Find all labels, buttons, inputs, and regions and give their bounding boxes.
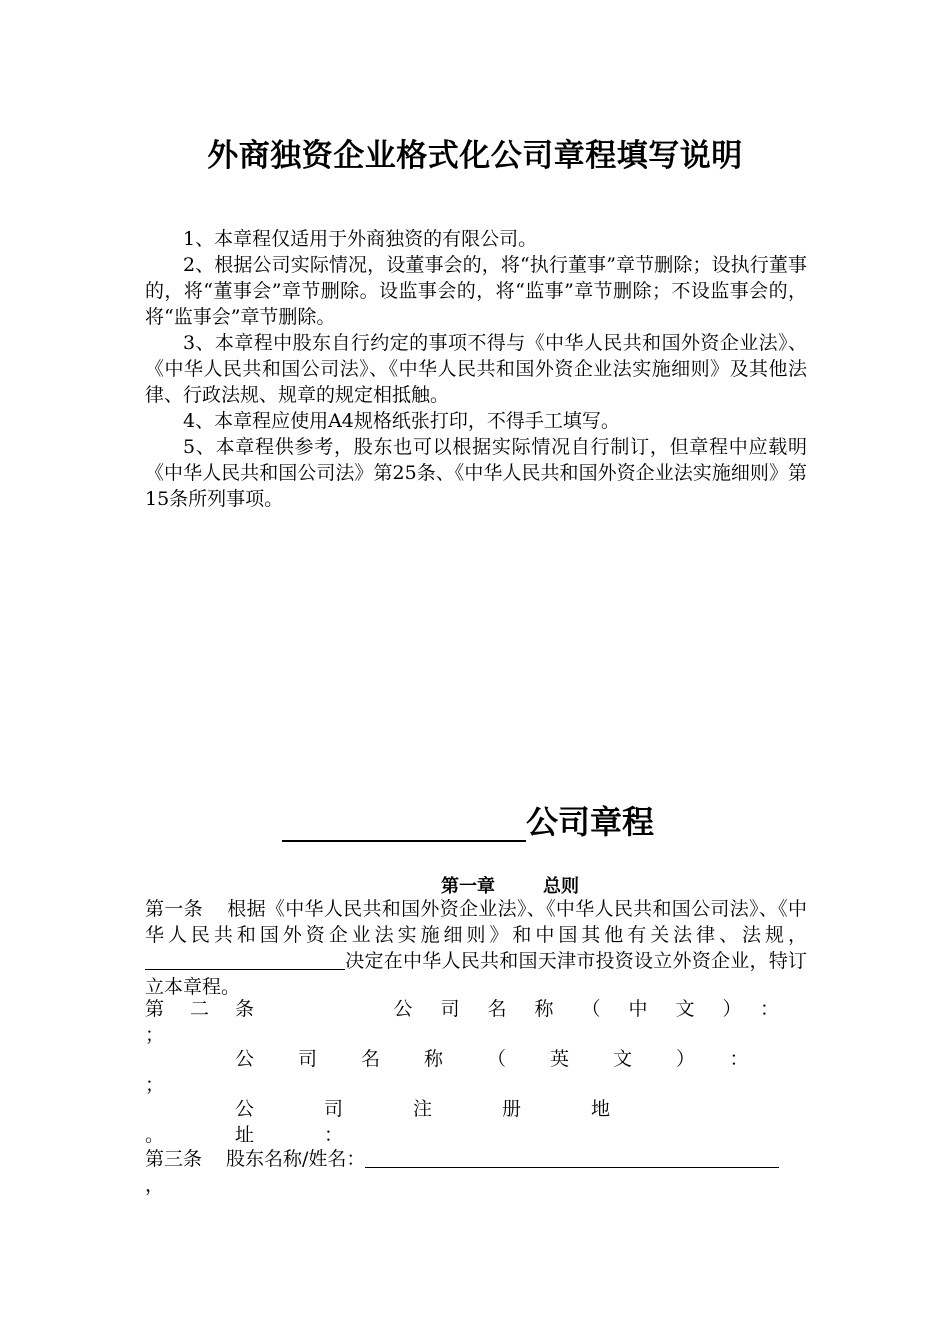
instructions-title: 外商独资企业格式化公司章程填写说明	[207, 138, 743, 174]
chapter-heading	[0, 872, 950, 898]
article-1-text-a: 根据《中华人民共和国外资企业法》、《中华人民共和国公司法》、《中华人民共和国外资企业法实施细则》和中国其他有关法律、法规，	[145, 898, 807, 946]
article-1-text-b: 决定在中华人民共和国天津市投资设立外资企业，特订立本章程。	[145, 950, 807, 998]
article-3	[145, 1146, 807, 1172]
article-2-label: 第二条	[145, 998, 281, 1020]
shareholder-name-blank	[365, 1147, 779, 1168]
instruction-item-2: 2、根据公司实际情况，设董事会的，将“执行董事”章节删除；设执行董事的，将“董事会”章节删除。设监事会的，将“监事”章节删除；不设监事会的，将“监事会”章节删除。	[145, 254, 807, 328]
article-2-semicolon-2: ；	[145, 1074, 165, 1096]
investor-blank	[145, 949, 345, 970]
chapter-name: 总则	[543, 876, 579, 897]
article-1-label: 第一条	[145, 898, 203, 920]
instruction-item-1: 1、本章程仅适用于外商独资的有限公司。	[183, 228, 538, 250]
article-3-text: 股东名称/姓名：	[226, 1148, 366, 1170]
company-name-blank	[282, 807, 526, 842]
instructions-body	[145, 226, 807, 512]
instruction-item-5: 5、本章程供参考，股东也可以根据实际情况自行制订，但章程中应载明《中华人民共和国公司法》第25条、《中华人民共和国外资企业法实施细则》第15条所列事项。	[145, 436, 807, 510]
article-2-line-1	[145, 996, 807, 1022]
article-2-line-2	[145, 1046, 807, 1072]
charter-title	[282, 802, 654, 842]
charter-title-text: 公司章程	[526, 803, 655, 841]
name-en-label: 公司名称（英文）：	[235, 1048, 793, 1070]
address-label: 公司注册地址：	[235, 1098, 681, 1146]
instruction-item-4: 4、本章程应使用A4规格纸张打印，不得手工填写。	[183, 410, 620, 432]
article-2-semicolon-1: ；	[145, 1024, 165, 1046]
article-2-period: 。	[145, 1124, 165, 1146]
instruction-item-3: 3、本章程中股东自行约定的事项不得与《中华人民共和国外资企业法》、《中华人民共和国公司法》、《中华人民共和国外资企业法实施细则》及其他法律、行政法规、规章的规定相抵触。	[145, 332, 807, 406]
article-3-comma: ，	[145, 1174, 165, 1196]
article-3-label: 第三条	[145, 1148, 203, 1170]
article-1	[145, 896, 807, 1000]
chapter-number: 第一章	[441, 876, 495, 897]
name-cn-label: 公司名称（中文）：	[393, 998, 807, 1020]
